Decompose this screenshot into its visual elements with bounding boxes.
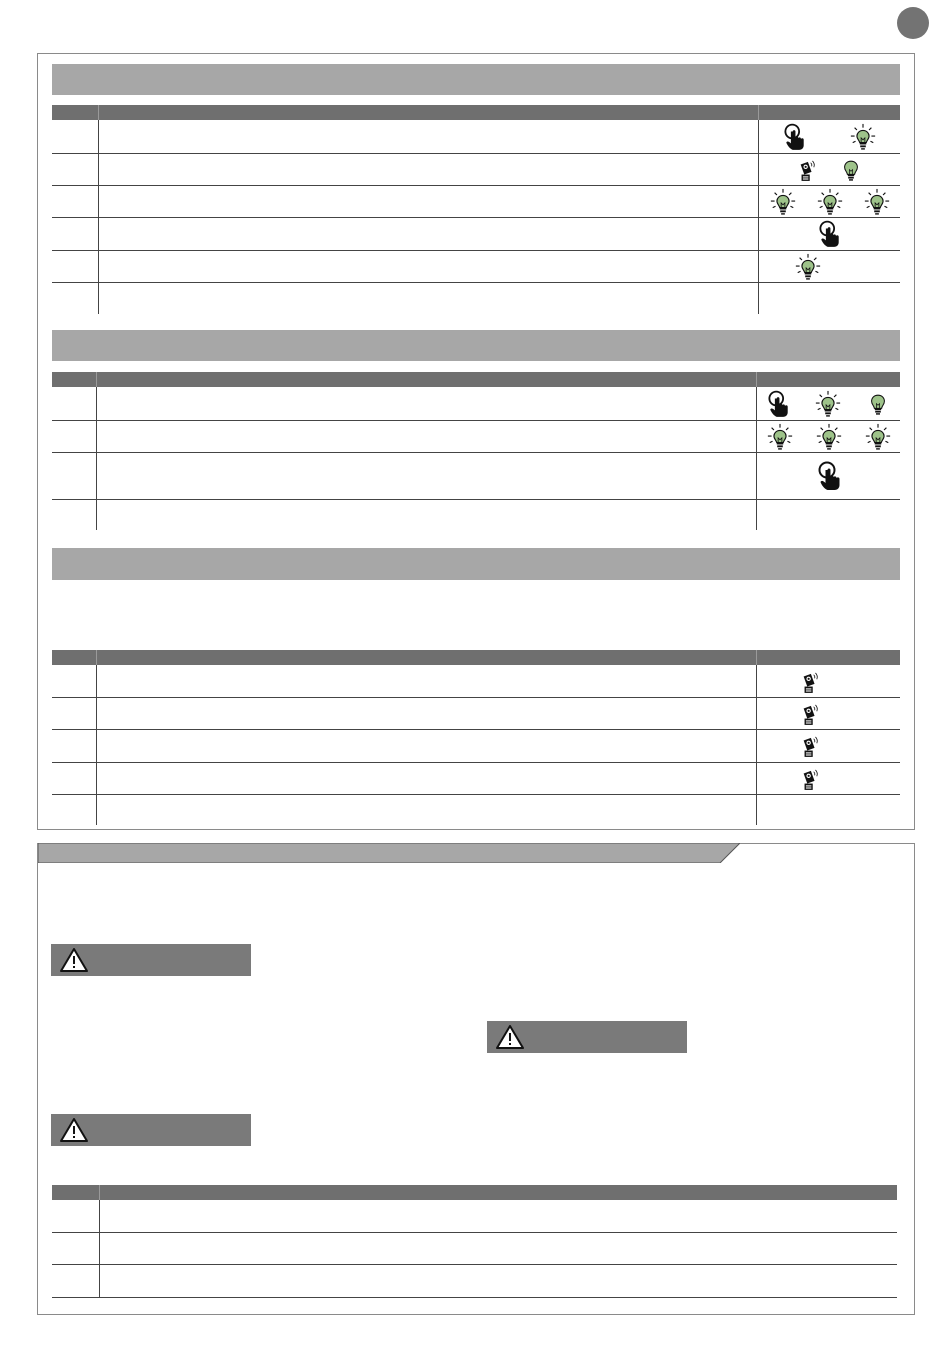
section-2-heading-band <box>52 330 900 361</box>
table-1-row-5-icons <box>762 251 854 282</box>
remote-transmitter-icon <box>800 767 820 791</box>
table-1-row-rule <box>52 282 900 283</box>
warning-box-2 <box>487 1021 687 1053</box>
section-4-frame <box>37 843 915 1315</box>
table-1-row-2-icons <box>762 154 898 185</box>
table-3-row-3-icons <box>760 730 860 762</box>
section-1-heading-band <box>52 64 900 95</box>
table-2-row-2-icons <box>756 421 902 452</box>
remote-transmitter-icon <box>800 734 820 758</box>
lightbulb-flashing-icon <box>863 188 891 216</box>
hand-press-icon <box>819 220 841 248</box>
table-1-row-4-icons <box>762 218 898 250</box>
lightbulb-icon <box>866 391 890 417</box>
lightbulb-flashing-icon <box>864 423 892 451</box>
table-4-row-rule <box>52 1297 897 1298</box>
lightbulb-flashing-icon <box>794 253 822 281</box>
table-3-row-1-icons <box>760 666 860 697</box>
hand-press-icon <box>784 123 806 151</box>
section-4-heading-band <box>38 843 740 863</box>
warning-triangle-icon <box>495 1024 525 1050</box>
lightbulb-flashing-icon <box>769 188 797 216</box>
table-3-header <box>52 650 900 665</box>
table-2-row-rule <box>52 499 900 500</box>
section-3-heading-band <box>52 548 900 580</box>
remote-transmitter-icon <box>800 702 820 726</box>
table-2-step-divider <box>96 387 97 530</box>
lightbulb-icon <box>839 158 863 182</box>
hand-press-icon <box>768 390 790 418</box>
table-2-header <box>52 372 900 387</box>
table-1-row-3-icons <box>760 186 900 217</box>
warning-triangle-icon <box>59 1117 89 1143</box>
table-3-row-rule <box>52 794 900 795</box>
lightbulb-flashing-icon <box>849 123 877 151</box>
table-1-row-1-icons <box>762 121 898 153</box>
table-3-row-2-icons <box>760 698 860 729</box>
hand-press-icon <box>818 461 842 491</box>
warning-box-1 <box>51 944 251 976</box>
remote-transmitter-icon <box>797 158 817 182</box>
table-4-header <box>52 1185 897 1200</box>
table-3-row-4-icons <box>760 763 860 794</box>
warning-box-3 <box>51 1114 251 1146</box>
page-number-badge <box>897 7 929 39</box>
table-4-row-rule <box>52 1264 897 1265</box>
table-3-step-divider <box>96 665 97 825</box>
lightbulb-flashing-icon <box>814 390 842 418</box>
lightbulb-flashing-icon <box>815 423 843 451</box>
lightbulb-flashing-icon <box>816 188 844 216</box>
warning-triangle-icon <box>59 947 89 973</box>
table-3-icon-divider <box>756 665 757 825</box>
table-2-row-1-icons <box>756 388 902 420</box>
lightbulb-flashing-icon <box>766 423 794 451</box>
table-4-row-rule <box>52 1232 897 1233</box>
table-2-row-3-icons <box>760 453 900 499</box>
remote-transmitter-icon <box>800 670 820 694</box>
table-4-step-divider <box>99 1200 100 1297</box>
table-1-header <box>52 105 900 120</box>
